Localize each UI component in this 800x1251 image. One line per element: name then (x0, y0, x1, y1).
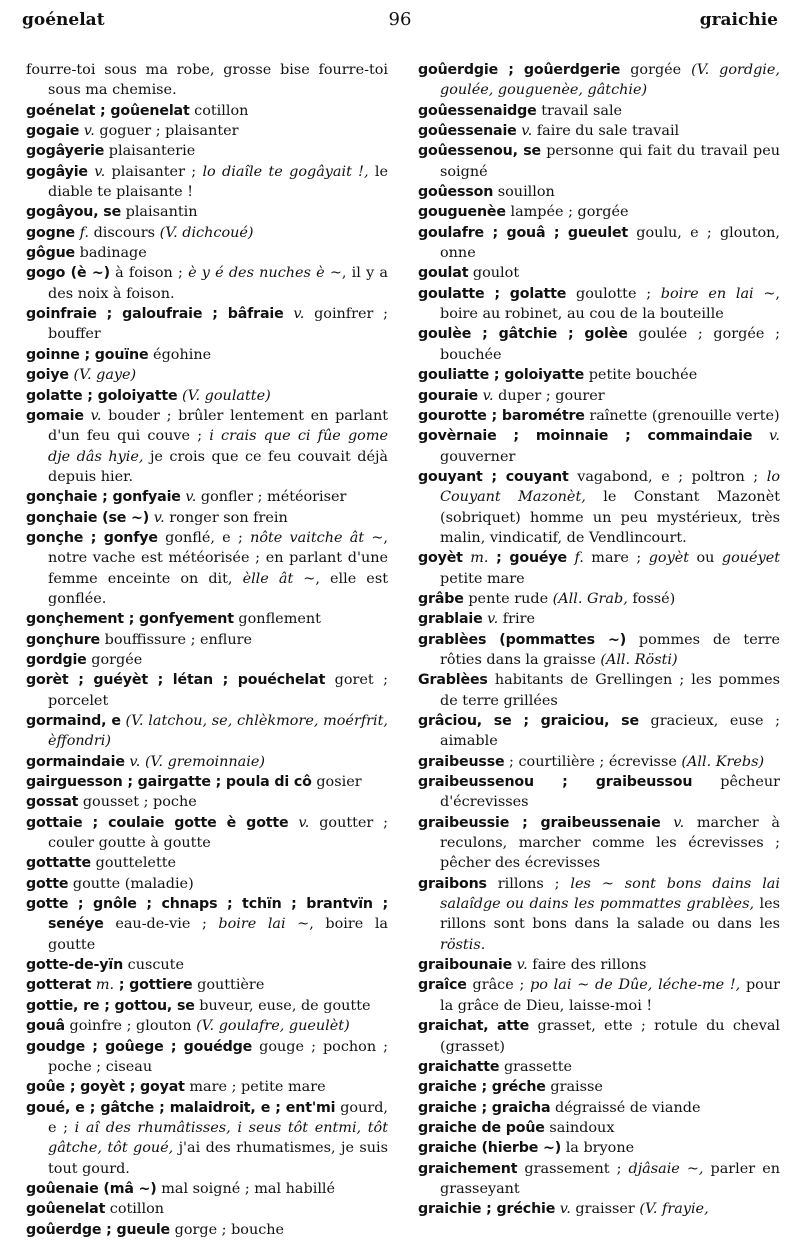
dictionary-entry (418, 752, 780, 772)
headword: goûessenou, se (418, 143, 542, 160)
dictionary-entry (418, 1098, 780, 1118)
dictionary-entry (26, 141, 388, 161)
definition-text: le Constant Mazonèt (sobriquet) homme un peu mystérieux, très malin, vindicatif, de Vendlincourt. (440, 489, 780, 546)
headword: gogâyerie (26, 143, 105, 160)
definition-text: gorge ; bouche (170, 1221, 285, 1238)
dictionary-entry (26, 508, 388, 528)
dictionary-entry (26, 263, 388, 304)
italic-text: v. (752, 428, 780, 445)
dictionary-entry (26, 955, 388, 975)
dictionary-entry (26, 1098, 388, 1179)
dictionary-entry (418, 1159, 780, 1200)
definition-text: raînette (grenouille verte) (584, 407, 780, 424)
definition-text: goret ; porcelet (48, 672, 388, 709)
headword: grâbe (418, 590, 464, 607)
definition-text: petite mare (440, 570, 525, 587)
headword: gottatte (26, 855, 92, 872)
dictionary-entry (26, 792, 388, 812)
headword: goûenaie (mâ ~) (26, 1180, 157, 1197)
definition-text: plaisantin (121, 204, 198, 221)
definition-text: gourd, e ; (48, 1099, 389, 1136)
headword: gotterat (26, 977, 92, 994)
headword: goyèt (418, 550, 463, 567)
headword: grablèes (pommattes ~) (418, 631, 627, 648)
italic-text: (V. gordgie, goulée, gouguenèe, gâtchie) (440, 62, 780, 99)
dictionary-entry (418, 630, 780, 671)
headword: graîce (418, 977, 467, 994)
page-header (22, 8, 778, 34)
definition-text: les rillons sont bons dans la salade ou dans les (440, 896, 780, 933)
dictionary-entry (26, 345, 388, 365)
italic-text: m. (91, 977, 115, 994)
dictionary-entry (26, 609, 388, 629)
dictionary-entry (418, 284, 780, 325)
dictionary-entry (418, 1077, 780, 1097)
dictionary-entry (418, 121, 780, 141)
headword: goénelat ; goûenelat (26, 102, 190, 119)
italic-text: goyèt (648, 550, 690, 567)
dictionary-entry (418, 1057, 780, 1077)
dictionary-entry (418, 223, 780, 264)
headword: graichie ; gréchie (418, 1201, 556, 1218)
headword: gouyant ; couyant (418, 468, 569, 485)
definition-text: marcher à reculons, marcher comme les écrevisses ; pêcher des écrevisses (440, 814, 780, 872)
dictionary-entry (26, 874, 388, 894)
dictionary-entry (26, 528, 388, 609)
headword: gormaindaie (26, 753, 125, 770)
headword: graibeusse (418, 753, 505, 770)
italic-text: v. (478, 387, 494, 404)
dictionary-entry (418, 1138, 780, 1158)
definition-text: fossé) (627, 590, 676, 607)
headword: graiche ; graicha (418, 1099, 551, 1116)
headword: gormaind, e (26, 713, 121, 729)
definition-text: goutter ; couler goutte à goutte (48, 814, 388, 852)
definition-text: travail sale (536, 102, 623, 119)
dictionary-entry (418, 386, 780, 406)
dictionary-entry (418, 365, 780, 385)
definition-text: goinfre ; glouton (64, 1018, 197, 1035)
headword: goulafre ; gouâ ; gueulet (418, 224, 629, 241)
definition-text: buveur, euse, de goutte (194, 997, 371, 1014)
italic-text: v. (288, 814, 310, 831)
headword: gonçhure (26, 631, 101, 648)
headword: grâciou, se ; graiciou, se (418, 713, 639, 729)
dictionary-entry (418, 1118, 780, 1138)
headword: gottie, re ; gottou, se (26, 997, 195, 1014)
definition-text: , elle est gonflée. (48, 570, 388, 607)
definition-text: pêcheur d'écrevisses (440, 774, 780, 811)
definition-text: gonflement (233, 611, 321, 628)
headword: graiche ; gréche (418, 1079, 546, 1096)
headword: gôgue (26, 245, 76, 262)
italic-text: f. (566, 550, 584, 567)
right-column (418, 60, 780, 1220)
definition-text: goinfrer ; bouffer (48, 306, 388, 343)
headword: gogâyou, se (26, 204, 122, 221)
headword: gorèt ; guéyèt ; létan ; pouéchelat (26, 672, 326, 689)
italic-text: (V. goulafre, gueulèt) (196, 1018, 350, 1035)
italic-text: (V. gaye) (68, 367, 137, 384)
headword: gogâyie (26, 163, 88, 180)
definition-text: grâce ; (466, 977, 531, 994)
headword: gairguesson ; gairgatte ; poula di cô (26, 774, 312, 791)
definition-text: j'ai des rhumatismes, je suis tout gourd. (48, 1140, 388, 1177)
headword: goulatte ; golatte (418, 285, 567, 302)
headword: goûerdgie ; goûerdgerie (418, 62, 621, 78)
page-number: 96 (388, 9, 412, 30)
italic-text: v. (79, 123, 95, 140)
headword: goulat (418, 265, 469, 282)
headword: goûessenaie (418, 123, 517, 140)
headword: graibeussenou ; graibeussou (418, 774, 693, 791)
dictionary-entry (418, 711, 780, 752)
dictionary-entry (26, 304, 388, 345)
dictionary-entry (418, 426, 780, 467)
definition-text: , notre vache est météorisée ; en parlant d'une femme enceinte on dit, (48, 529, 388, 587)
definition-text: ou (689, 550, 722, 567)
definition-text: saindoux (544, 1119, 615, 1136)
italic-text: v. (516, 123, 533, 140)
headword: gouraie (418, 387, 479, 404)
headword: gogne (26, 224, 76, 241)
dictionary-entry (418, 589, 780, 609)
italic-text: nôte vaitche ât ~ (250, 529, 384, 546)
definition-text: égohine (148, 346, 212, 363)
definition-text: cuscute (123, 957, 184, 974)
dictionary-entry (418, 1016, 780, 1057)
headword: graichat, atte (418, 1018, 530, 1035)
headword: goûerdge ; gueule (26, 1221, 171, 1238)
italic-text: v. (555, 1201, 571, 1218)
italic-text: (V. frayie, (639, 1201, 709, 1218)
italic-text: (V. latchou, se, chlèkmore, moérfrit, èffondri) (48, 713, 388, 750)
italic-text: è y é des nuches è ~ (188, 265, 342, 282)
dictionary-entry (26, 670, 388, 711)
definition-text: grassette (499, 1058, 572, 1075)
dictionary-entry (26, 202, 388, 222)
italic-text: boire lai ~ (218, 916, 310, 933)
definition-text: goulotte ; (566, 285, 661, 302)
italic-text: v. (87, 163, 106, 180)
headword: gossat (26, 794, 79, 811)
headword: goulèe ; gâtchie ; golèe (418, 326, 628, 343)
italic-text: m. (462, 550, 489, 567)
dictionary-entry (26, 1037, 388, 1078)
dictionary-entry (418, 324, 780, 365)
italic-text: gouéyet (721, 550, 780, 567)
headword: goinne ; gouïne (26, 346, 149, 363)
definition-text: vagabond, e ; poltron ; (568, 468, 767, 485)
definition-text: gracieux, euse ; aimable (440, 713, 780, 750)
italic-text: (V. goulatte) (177, 387, 271, 404)
definition-text: gorgée (86, 651, 143, 668)
definition-text: bouder ; brûler lentement en parlant d'un feu qui couve ; (48, 407, 388, 445)
dictionary-entry (418, 874, 780, 955)
definition-text: goulée ; gorgée ; bouchée (440, 326, 780, 363)
definition-text: gouttelette (91, 855, 177, 872)
dictionary-entry (418, 263, 780, 283)
headword: gotte ; gnôle ; chnaps ; tchïn ; brantvïn ; senéye (26, 896, 388, 933)
dictionary-entry (418, 406, 780, 426)
headword: gomaie (26, 407, 84, 424)
definition-text: pommes de terre rôties dans la graisse (440, 631, 780, 668)
definition-text: gousset ; poche (78, 794, 197, 811)
italic-text: v. (180, 489, 197, 506)
definition-text: bouffissure ; enflure (100, 631, 253, 648)
definition-text: graisser (570, 1201, 640, 1218)
headword: goûenelat (26, 1201, 106, 1218)
definition-text: goguer ; plaisanter (94, 123, 239, 140)
dictionary-entry (26, 752, 388, 772)
headword: graiche de poûe (418, 1119, 545, 1136)
headword: graichement (418, 1160, 518, 1177)
italic-text: i aî des rhumâtisses, i seus tôt entmi, tôt gâtche, tôt goué, (48, 1119, 388, 1157)
italic-text: v. (512, 957, 528, 974)
italic-text: po lai ~ de Dûe, léche-me !, (530, 977, 741, 994)
dictionary-entry (26, 894, 388, 955)
definition-text: pour la grâce de Dieu, laisse-moi ! (440, 977, 780, 1014)
dictionary-entry (26, 386, 388, 406)
headword: gourotte ; barométre (418, 407, 585, 424)
definition-text: fourre-toi sous ma robe, grosse bise fourre-toi sous ma chemise. (26, 62, 388, 99)
definition-text: le diable te plaisante ! (48, 163, 388, 201)
headword: graiche (hierbe ~) (418, 1140, 562, 1157)
headword: gonçhe ; gonfye (26, 529, 158, 546)
headword: goinfraie ; galoufraie ; bâfraie (26, 306, 284, 323)
dictionary-entry (26, 853, 388, 873)
headword: gordgie (26, 651, 87, 668)
headword: gouguenèe (418, 204, 506, 221)
headword: goiye (26, 367, 69, 384)
headword: goûe ; goyèt ; goyat (26, 1079, 185, 1096)
dictionary-entry (26, 121, 388, 141)
dictionary-entry (26, 223, 388, 243)
definition-text: mare ; petite mare (184, 1079, 326, 1096)
header-first-headword: goénelat (22, 10, 105, 30)
headword: gouâ (26, 1018, 65, 1035)
dictionary-entry (26, 162, 388, 203)
dictionary-entry (26, 711, 388, 752)
italic-text: lo diaîle te gogâyait !, (202, 163, 369, 180)
italic-text: röstis. (440, 936, 486, 953)
italic-text: v. (283, 306, 305, 323)
dictionary-entry (418, 609, 780, 629)
definition-text: goulu, e ; glouton, onne (440, 224, 780, 262)
headword: gotte-de-yïn (26, 957, 124, 974)
definition-text: faire du sale travail (532, 123, 680, 140)
definition-text: plaisanter ; (105, 163, 203, 180)
definition-text: grassement ; (517, 1160, 629, 1177)
dictionary-entry (26, 487, 388, 507)
definition-text: dégraissé de viande (550, 1099, 701, 1116)
dictionary-entry (418, 141, 780, 182)
italic-text: v. (660, 814, 685, 831)
dictionary-entry (418, 975, 780, 1016)
italic-text: (V. dichcoué) (159, 224, 254, 241)
definition-text: habitants de Grellingen ; les pommes de terre grillées (440, 672, 780, 709)
definition-text: duper ; gourer (493, 387, 605, 404)
dictionary-entry (26, 1077, 388, 1097)
italic-text: (All. Krebs) (681, 753, 765, 770)
dictionary-entry (26, 996, 388, 1016)
definition-text: ; courtilière ; écrevisse (504, 753, 682, 770)
headword: goûessenaidge (418, 102, 537, 119)
dictionary-entry (26, 1179, 388, 1199)
header-last-headword: graichie (699, 10, 778, 30)
definition-text: grasset, ette ; rotule du cheval (grasset) (440, 1018, 781, 1055)
definition-text: gouge ; pochon ; poche ; ciseau (48, 1038, 388, 1075)
dictionary-entry (26, 650, 388, 670)
definition-text: , il y a des noix à foison. (48, 265, 388, 302)
headword: golatte ; goloiyatte (26, 387, 178, 404)
definition-text: parler en grasseyant (440, 1160, 780, 1197)
definition-text: badinage (75, 245, 147, 262)
dictionary-entry (26, 772, 388, 792)
italic-text: v. (83, 407, 102, 424)
definition-text: goutte (maladie) (68, 875, 194, 892)
dictionary-entry (418, 772, 780, 813)
italic-text: èlle ât ~ (242, 570, 316, 587)
headword: gonçhaie (se ~) (26, 509, 150, 526)
definition-text: personne qui fait du travail peu soigné (440, 143, 780, 180)
italic-text: djâsaie ~, (628, 1160, 704, 1177)
headword: goué, e ; gâtche ; malaidroit, e ; ent'mi (26, 1099, 336, 1116)
dictionary-entry (26, 975, 388, 995)
dictionary-entry (26, 406, 388, 487)
dictionary-entry (26, 630, 388, 650)
definition-text: cotillon (105, 1201, 165, 1218)
dictionary-entry (418, 467, 780, 548)
definition-text: je crois que ce feu couvait déjà depuis hier. (48, 448, 388, 485)
dictionary-entry (26, 1016, 388, 1036)
definition-text: cotillon (189, 102, 249, 119)
definition-text: souillon (493, 184, 555, 201)
definition-text: eau-de-vie ; (103, 916, 219, 933)
definition-text: graisse (545, 1079, 603, 1096)
headword: gottaie ; coulaie gotte è gotte (26, 814, 289, 831)
definition-text: gorgée (620, 62, 692, 78)
definition-text: plaisanterie (104, 143, 196, 160)
italic-text: boire en lai ~ (660, 285, 776, 302)
definition-text: mare ; (583, 550, 649, 567)
definition-text: , boire la goutte (48, 916, 389, 953)
headword: graibeussie ; graibeussenaie (418, 814, 661, 831)
definition-text: gosier (311, 774, 362, 791)
headword: gogaie (26, 123, 80, 140)
italic-text: v. (V. gremoinnaie) (124, 753, 265, 770)
headword: Grablèes (418, 672, 488, 689)
dictionary-entry (26, 60, 388, 101)
dictionary-entry (26, 1199, 388, 1219)
dictionary-entry (418, 955, 780, 975)
italic-text: (All. Rösti) (600, 651, 678, 668)
dictionary-entry (26, 101, 388, 121)
definition-text: pente rude (463, 590, 553, 607)
headword: graibounaie (418, 957, 513, 974)
dictionary-entry (26, 813, 388, 854)
italic-text: lo Couyant Mazonèt, (440, 468, 780, 506)
italic-text: i crais que ci fûe gome dje dâs hyie, (48, 428, 388, 465)
headword: ; gottiere (114, 977, 193, 994)
headword: grablaie (418, 611, 483, 628)
italic-text: les ~ sont bons dains lai salaîdge ou dains les pommattes grablèes, (440, 875, 780, 913)
dictionary-entry (418, 202, 780, 222)
italic-text: (All. Grab, (552, 590, 628, 607)
dictionary-entry (26, 1220, 388, 1240)
headword: graibons (418, 875, 487, 892)
dictionary-entry (26, 365, 388, 385)
definition-text: discours (89, 224, 160, 241)
headword: gotte (26, 875, 69, 892)
headword: govèrnaie ; moinnaie ; commaindaie (418, 428, 753, 445)
italic-text: f. (75, 224, 89, 241)
definition-text: frire (498, 611, 535, 628)
definition-text: , boire au robinet, au cou de la bouteille (440, 285, 780, 323)
definition-text: gonflé, e ; (157, 529, 251, 546)
dictionary-entry (418, 670, 780, 711)
headword: gonçhaie ; gonfyaie (26, 489, 181, 506)
dictionary-entry (418, 182, 780, 202)
definition-text: petite bouchée (584, 367, 698, 384)
definition-text: rillons ; (486, 875, 571, 892)
italic-text: v. (149, 509, 165, 526)
headword: gonçhement ; gonfyement (26, 611, 234, 628)
dictionary-entry (418, 1199, 780, 1219)
definition-text: gouverner (440, 448, 516, 465)
definition-text: la bryone (561, 1140, 635, 1157)
definition-text: gouttière (192, 977, 265, 994)
headword: gogo (è ~) (26, 265, 110, 282)
definition-text: lampée ; gorgée (505, 204, 629, 221)
definition-text: faire des rillons (527, 957, 647, 974)
dictionary-entry (418, 548, 780, 589)
dictionary-entry (418, 813, 780, 874)
left-column (26, 60, 388, 1240)
definition-text: à foison ; (109, 265, 189, 282)
definition-text: gonfler ; météoriser (196, 489, 347, 506)
italic-text: v. (482, 611, 499, 628)
definition-text: mal soigné ; mal habillé (156, 1180, 336, 1197)
definition-text: ronger son frein (164, 509, 288, 526)
dictionary-entry (418, 60, 780, 101)
definition-text: goulot (468, 265, 520, 282)
headword: ; gouéye (488, 550, 567, 567)
headword: goûesson (418, 184, 494, 201)
dictionary-entry (418, 101, 780, 121)
headword: graichatte (418, 1058, 500, 1075)
headword: goudge ; goûege ; gouédge (26, 1038, 253, 1055)
headword: gouliatte ; goloiyatte (418, 367, 585, 384)
dictionary-entry (26, 243, 388, 263)
